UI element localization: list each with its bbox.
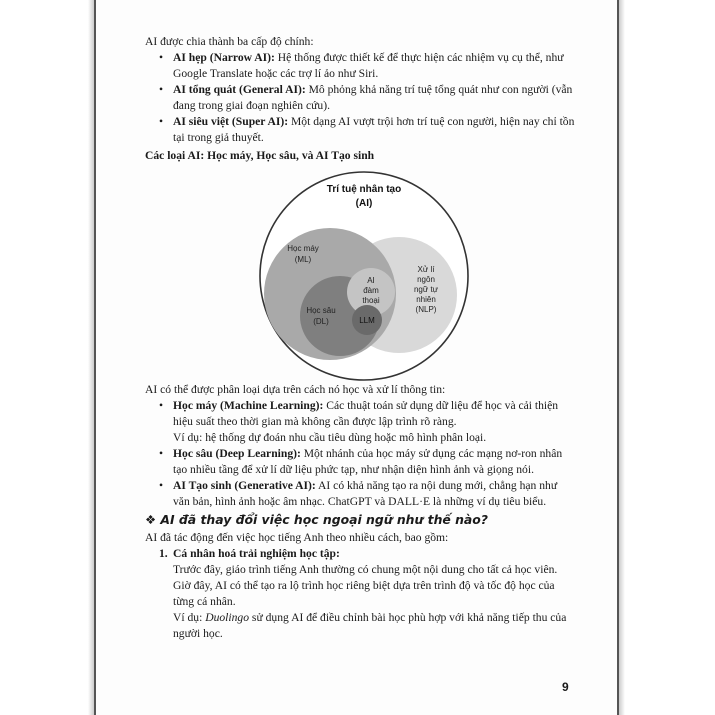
level-text: Hệ thống được thiết kế để thực hiện các nhiệm vụ cụ thể, như Google Translate hoặc các trợ lí ảo như Siri. bbox=[173, 51, 564, 80]
level-item bbox=[145, 50, 575, 82]
venn-label-ml: Học máy bbox=[287, 244, 319, 253]
level-text: Mô phỏng khả năng trí tuệ tổng quát như con người (vẫn đang trong giai đoạn nghiên cứu). bbox=[173, 83, 573, 112]
level-item bbox=[145, 82, 575, 114]
numbered-point bbox=[145, 546, 575, 562]
classify-intro: AI có thể được phân loại dựa trên cách nó học và xử lí thông tin: bbox=[145, 383, 446, 396]
kind-term: Học sâu (Deep Learning): bbox=[173, 447, 301, 460]
example-app-name: Duolingo bbox=[205, 611, 250, 624]
venn-label-dl-abbr: (DL) bbox=[313, 317, 329, 326]
venn-label-nlp: Xử lí bbox=[417, 265, 435, 274]
bullet-icon: • bbox=[159, 83, 164, 96]
venn-title-sub: (AI) bbox=[355, 198, 373, 209]
venn-label-conv: thoại bbox=[362, 296, 380, 305]
point-example bbox=[145, 610, 575, 642]
page-edge-right bbox=[619, 0, 625, 715]
example-text: sử dụng AI để điều chỉnh bài học phù hợp với khả năng tiếp thu của người học. bbox=[173, 611, 567, 640]
bullet-icon: • bbox=[159, 51, 164, 64]
bullet-icon: • bbox=[159, 479, 164, 492]
venn-label-nlp: ngôn bbox=[417, 275, 435, 284]
levels-intro: AI được chia thành ba cấp độ chính: bbox=[145, 35, 314, 48]
point-paragraph: Trước đây, giáo trình tiếng Anh thường có chung một nội dung cho tất cả học viên. Giờ đây, AI có thể tạo ra lộ trình học riêng biệt dựa trên trình độ và tốc độ học của từng cá nhân. bbox=[173, 563, 558, 608]
page-content bbox=[145, 34, 575, 642]
point-title: Cá nhân hoá trải nghiệm học tập: bbox=[173, 547, 340, 560]
venn-title: Trí tuệ nhân tạo bbox=[326, 184, 402, 195]
example-prefix: Ví dụ: bbox=[173, 611, 206, 624]
ai-venn-diagram bbox=[145, 164, 575, 382]
kind-example: Ví dụ: hệ thống dự đoán nhu cầu tiêu dùng hoặc mô hình phân loại. bbox=[173, 431, 487, 444]
types-heading: Các loại AI: Học máy, Học sâu, và AI Tạo sinh bbox=[145, 149, 375, 162]
level-term: AI siêu việt (Super AI): bbox=[173, 115, 289, 128]
level-item bbox=[145, 114, 575, 146]
kind-item bbox=[145, 478, 575, 510]
venn-label-ml-abbr: (ML) bbox=[294, 255, 312, 264]
venn-label-nlp: nhiên bbox=[416, 295, 436, 304]
kind-text: AI có khả năng tạo ra nội dung mới, chẳng hạn như văn bản, hình ảnh hoặc âm nhạc. ChatGPT và DALL·E là những ví dụ tiêu biểu. bbox=[173, 479, 558, 508]
level-term: AI tổng quát (General AI): bbox=[173, 83, 306, 96]
kind-item bbox=[145, 446, 575, 478]
kind-term: AI Tạo sinh (Generative AI): bbox=[173, 479, 316, 492]
bullet-icon: • bbox=[159, 115, 164, 128]
venn-label-nlp-abbr: (NLP) bbox=[415, 305, 437, 314]
kind-text: Một nhánh của học máy sử dụng các mạng nơ-ron nhân tạo nhiều tầng để xử lí dữ liệu phức tạp, như nhận diện hình ảnh và giọng nói. bbox=[173, 447, 563, 476]
venn-label-nlp: ngữ tự bbox=[413, 285, 439, 294]
venn-label-conv: AI bbox=[367, 276, 375, 285]
level-term: AI hẹp (Narrow AI): bbox=[173, 51, 275, 64]
bullet-icon: • bbox=[159, 399, 164, 412]
venn-label-llm: LLM bbox=[359, 316, 375, 325]
kind-term: Học máy (Machine Learning): bbox=[173, 399, 324, 412]
kind-text: Các thuật toán sử dụng dữ liệu để học và cải thiện hiệu suất theo thời gian mà không cần được lập trình rõ ràng. bbox=[173, 399, 559, 428]
bullet-icon: • bbox=[159, 447, 164, 460]
question-intro: AI đã tác động đến việc học tiếng Anh theo nhiều cách, bao gồm: bbox=[145, 531, 449, 544]
venn-label-dl: Học sâu bbox=[306, 306, 336, 315]
venn-label-conv: đàm bbox=[363, 286, 379, 295]
section-question: ❖ AI đã thay đổi việc học ngoại ngữ như thế nào? bbox=[145, 512, 488, 527]
level-text: Một dạng AI vượt trội hơn trí tuệ con người, hiện nay chỉ tồn tại trong giả thuyết. bbox=[173, 115, 575, 144]
point-number: 1. bbox=[159, 547, 168, 560]
venn-svg bbox=[145, 164, 575, 382]
kind-item bbox=[145, 398, 575, 430]
page-number: 9 bbox=[562, 680, 569, 694]
